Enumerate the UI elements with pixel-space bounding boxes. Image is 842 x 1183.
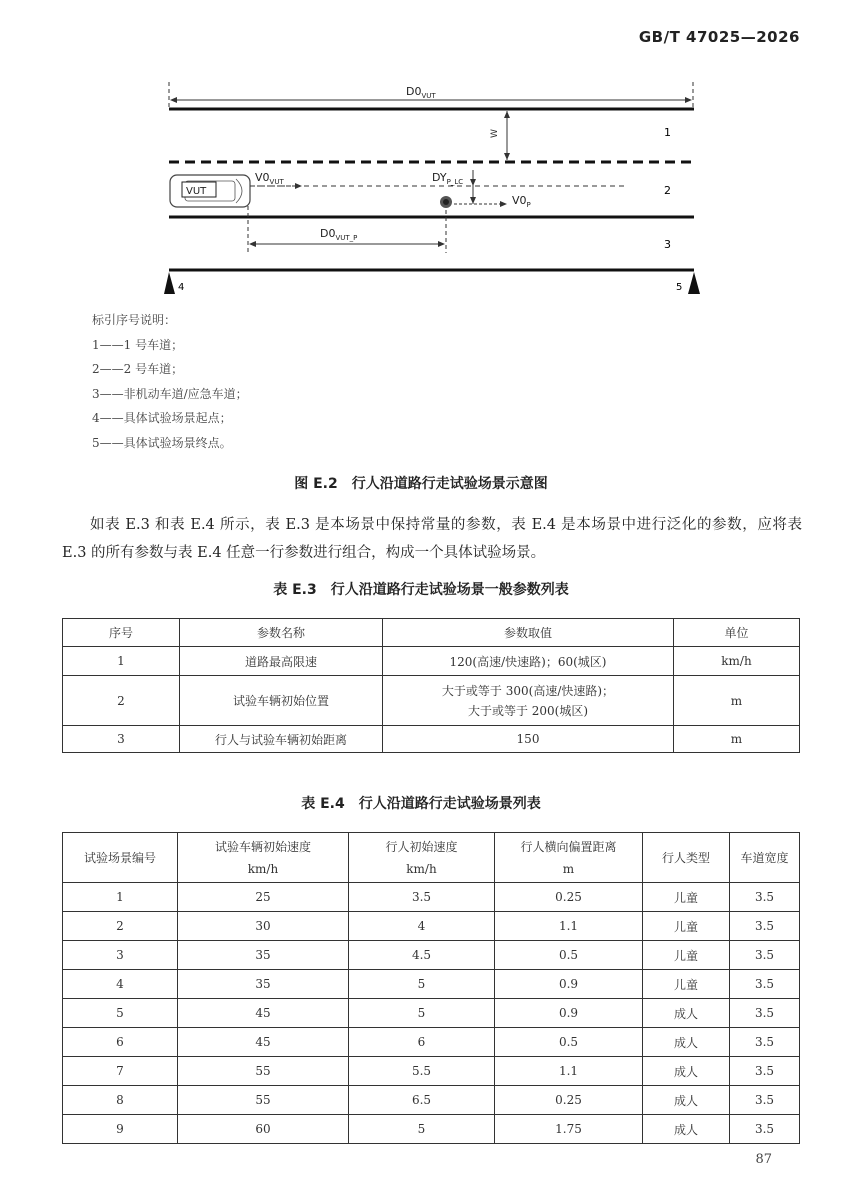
table-cell: 6: [63, 1028, 178, 1057]
vut-car-icon: [170, 175, 250, 207]
d0-main-label: $D0_{VUT}$: [406, 85, 436, 100]
v0-vut-label: $V0_{VUT}$: [255, 171, 284, 186]
table-cell: 2: [63, 676, 180, 726]
table-header-cell: 行人类型: [643, 833, 730, 883]
table-cell: 9: [63, 1115, 178, 1144]
table-cell: 5: [349, 999, 495, 1028]
table-cell: 120(高速/快速路)；60(城区): [383, 647, 674, 676]
table-e4: [62, 832, 800, 1144]
table-cell: 8: [63, 1086, 178, 1115]
table-cell: 0.25: [495, 1086, 643, 1115]
table-cell: 3.5: [730, 1086, 800, 1115]
table-row: [63, 1115, 800, 1144]
table-cell: 5: [349, 1115, 495, 1144]
lane-label-2: 2: [664, 184, 671, 197]
table4-caption: 表 E.4 行人沿道路行走试验场景列表: [301, 796, 541, 812]
table-cell: 6.5: [349, 1086, 495, 1115]
table-row: [63, 1086, 800, 1115]
legend-item: 1——1 号车道；: [92, 337, 184, 352]
lane-label-3: 3: [664, 238, 671, 251]
table-cell: 5: [63, 999, 178, 1028]
table-header-cell: 参数名称: [180, 619, 383, 647]
v0-p-label: $V0_P$: [512, 194, 531, 209]
table-cell: 60: [178, 1115, 349, 1144]
table3-caption: 表 E.3 行人沿道路行走试验场景一般参数列表: [273, 582, 569, 598]
table-row: [63, 647, 800, 676]
legend-item: 5——具体试验场景终点。: [92, 435, 232, 450]
table-cell: 5: [349, 970, 495, 999]
body-paragraph: 如表 E.3 和表 E.4 所示，表 E.3 是本场景中保持常量的参数，表 E.4 是本场景中进行泛化的参数，应将表 E.3 的所有参数与表 E.4 任意一行参数进行组合，构成一个具体试验场景。: [62, 517, 802, 561]
table-cell: 成人: [643, 1057, 730, 1086]
legend-item: 2——2 号车道；: [92, 362, 184, 376]
table-header-row: [63, 619, 800, 647]
table-cell: 1.1: [495, 912, 643, 941]
table-cell: 行人与试验车辆初始距离: [180, 726, 383, 753]
table-cell: 55: [178, 1057, 349, 1086]
table-cell: 4: [63, 970, 178, 999]
table-cell: 成人: [643, 999, 730, 1028]
table-cell: 45: [178, 1028, 349, 1057]
table-cell: m: [674, 676, 800, 726]
table-cell-line: 大于或等于 300(高速/快速路)；: [441, 683, 615, 698]
table-cell: 3.5: [730, 883, 800, 912]
table-cell: 25: [178, 883, 349, 912]
table-cell: 7: [63, 1057, 178, 1086]
table-cell: 3.5: [730, 941, 800, 970]
table-header-cell: 参数取值: [383, 619, 674, 647]
table-cell: 4.5: [349, 941, 495, 970]
table-cell: 3.5: [730, 912, 800, 941]
legend: [92, 308, 248, 455]
table-row: [63, 676, 800, 726]
table-cell: 道路最高限速: [180, 647, 383, 676]
dy-label: $DY_{P\_LC}$: [432, 171, 464, 186]
table-cell: 试验车辆初始位置: [180, 676, 383, 726]
table-cell: 150: [383, 726, 674, 753]
table-e3: [62, 618, 800, 753]
start-marker-icon: [164, 272, 175, 294]
table-cell: 0.5: [495, 1028, 643, 1057]
table-cell: 0.5: [495, 941, 643, 970]
table-cell: 0.9: [495, 970, 643, 999]
table-cell: 30: [178, 912, 349, 941]
table-cell: 儿童: [643, 883, 730, 912]
table-cell: 成人: [643, 1115, 730, 1144]
table-cell: 1: [63, 647, 180, 676]
legend-item: 3——非机动车道/应急车道；: [92, 386, 248, 401]
table-cell: 6: [349, 1028, 495, 1057]
table-cell: 3: [63, 941, 178, 970]
table-cell: 儿童: [643, 970, 730, 999]
table-cell: 0.25: [495, 883, 643, 912]
table-row: [63, 726, 800, 753]
table-cell: 儿童: [643, 941, 730, 970]
table-cell: 3.5: [349, 883, 495, 912]
table-cell: km/h: [674, 647, 800, 676]
standard-code: GB/T 47025—2026: [638, 28, 800, 46]
table-cell-line: 大于或等于 200(城区): [467, 703, 589, 718]
table-header-cell: 试验车辆初始速度 km/h: [178, 833, 349, 883]
table-header-cell: 试验场景编号: [63, 833, 178, 883]
table-cell: 2: [63, 912, 178, 941]
table-header-cell: 单位: [674, 619, 800, 647]
table-cell: [383, 676, 674, 726]
marker-start-label: 4: [178, 282, 185, 293]
table-cell: 成人: [643, 1086, 730, 1115]
table-cell: 4: [349, 912, 495, 941]
w-label: W: [490, 129, 500, 138]
marker-end-label: 5: [676, 282, 683, 293]
table-cell: 3.5: [730, 1115, 800, 1144]
table-row: [63, 970, 800, 999]
table-cell: 3.5: [730, 999, 800, 1028]
figure-caption: 图 E.2 行人沿道路行走试验场景示意图: [294, 476, 548, 492]
table-cell: 3.5: [730, 1028, 800, 1057]
table-cell: 55: [178, 1086, 349, 1115]
lane-label-1: 1: [664, 126, 671, 139]
table-cell: 0.9: [495, 999, 643, 1028]
table-header-row: [63, 833, 800, 883]
table-header-cell: 行人初始速度 km/h: [349, 833, 495, 883]
legend-title: 标引序号说明：: [92, 313, 177, 327]
table-cell: 儿童: [643, 912, 730, 941]
table-cell: 成人: [643, 1028, 730, 1057]
table-cell: 3: [63, 726, 180, 753]
table-row: [63, 999, 800, 1028]
table-cell: 35: [178, 941, 349, 970]
table-cell: 45: [178, 999, 349, 1028]
table-cell: 1.75: [495, 1115, 643, 1144]
table-cell: 5.5: [349, 1057, 495, 1086]
table-cell: 1.1: [495, 1057, 643, 1086]
table-cell: 3.5: [730, 1057, 800, 1086]
table-cell: 35: [178, 970, 349, 999]
table-row: [63, 1028, 800, 1057]
end-marker-icon: [688, 272, 700, 294]
d0-vut-p-label: $D0_{VUT\_P}$: [320, 227, 358, 242]
table-row: [63, 941, 800, 970]
table-cell: m: [674, 726, 800, 753]
table-cell: 1: [63, 883, 178, 912]
table-cell: 3.5: [730, 970, 800, 999]
page-number: 87: [755, 1152, 772, 1167]
table-row: [63, 1057, 800, 1086]
scenario-diagram: [160, 78, 705, 303]
table-header-cell: 车道宽度: [730, 833, 800, 883]
table-row: [63, 883, 800, 912]
table-row: [63, 912, 800, 941]
table-header-cell: 序号: [63, 619, 180, 647]
table-header-cell: 行人横向偏置距离 m: [495, 833, 643, 883]
vut-label: VUT: [186, 186, 207, 197]
legend-item: 4——具体试验场景起点；: [92, 411, 232, 425]
